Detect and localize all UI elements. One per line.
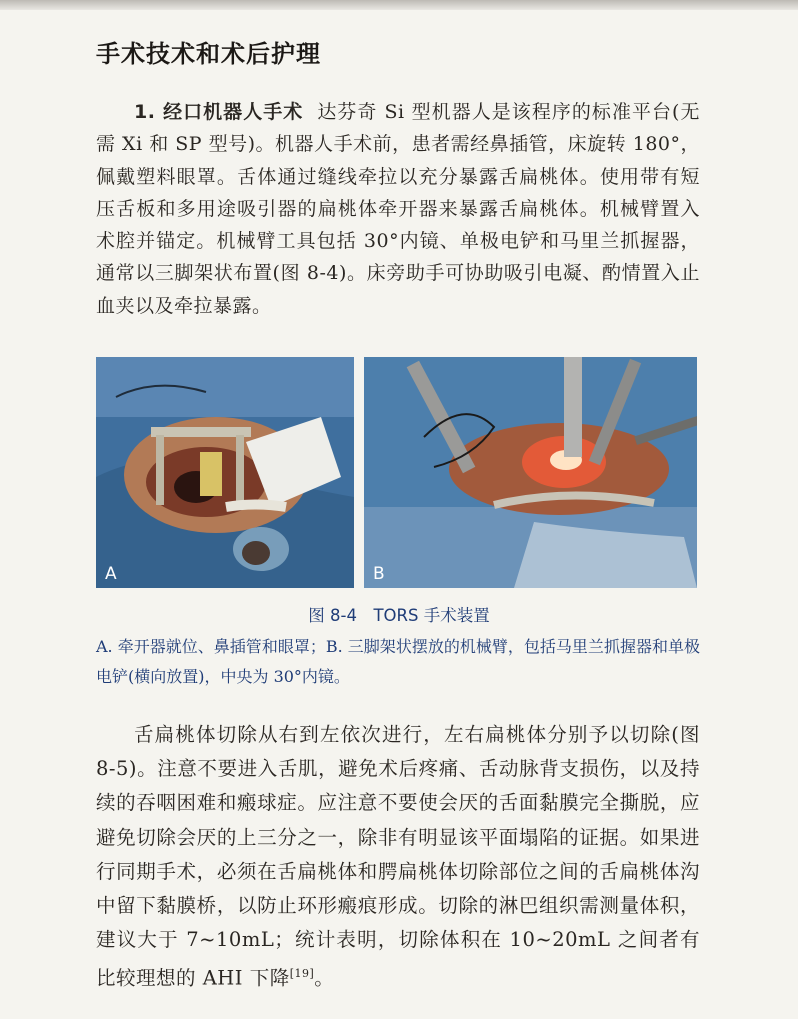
figure-photo-a [96,357,354,588]
figure-caption: 图 8-4 TORS 手术装置 [308,606,490,625]
paragraph-text: 舌扁桃体切除从右到左依次进行，左右扁桃体分别予以切除(图 8-5)。注意不要进入舌肌，避免术后疼痛、舌动脉背支损伤，以及持续的吞咽困难和瘢球症。应注意不要使会厌的舌面黏膜完全撕脱，应避免切除会厌的上三分之一，除非有明显该平面塌陷的证据。如果进行同期手术，必须在舌扁桃体和腭扁桃体切除部位之间的舌扁桃体沟中留下黏膜桥，以防止环形瘢痕形成。切除的淋巴组织需测量体积，建议大于 7~10mL；统计表明，切除体积在 10~20mL 之间者有比较理想的 AHI 下降 [96,723,700,990]
photo-b-illustration [364,357,697,588]
paragraph-tors [96,96,700,322]
photo-a-illustration [96,357,354,588]
top-shadow-band [0,0,798,10]
paragraph-end: 。 [314,966,335,990]
section-title: 手术技术和术后护理 [96,40,321,68]
figure-photo-b [364,357,697,588]
book-page [0,10,798,1019]
paragraph-tonsillectomy [96,718,700,996]
figure-note: A. 牵开器就位、鼻插管和眼罩；B. 三脚架状摆放的机械臂，包括马里兰抓握器和单极电铲(横向放置)，中央为 30°内镜。 [96,637,700,686]
paragraph-text: 达芬奇 Si 型机器人是该程序的标准平台(无需 Xi 和 SP 型号)。机器人手术前，患者需经鼻插管，床旋转 180°，佩戴塑料眼罩。舌体通过缝线牵拉以充分暴露舌扁桃体。使用带有短压舌板和多用途吸引器的扁桃体牵开器来暴露舌扁桃体。机械臂置入术腔并锚定。机械臂工具包括 30°内镜、单极电铲和马里兰抓握器，通常以三脚架状布置(图 8-4)。床旁助手可协助吸引电凝、酌情置入止血夹以及牵拉暴露。 [96,101,700,317]
photo-b-label: B [373,564,385,584]
photo-a-label: A [105,564,117,584]
paragraph-lead: 1. 经口机器人手术 [134,101,304,123]
citation-ref: [19] [289,967,315,981]
